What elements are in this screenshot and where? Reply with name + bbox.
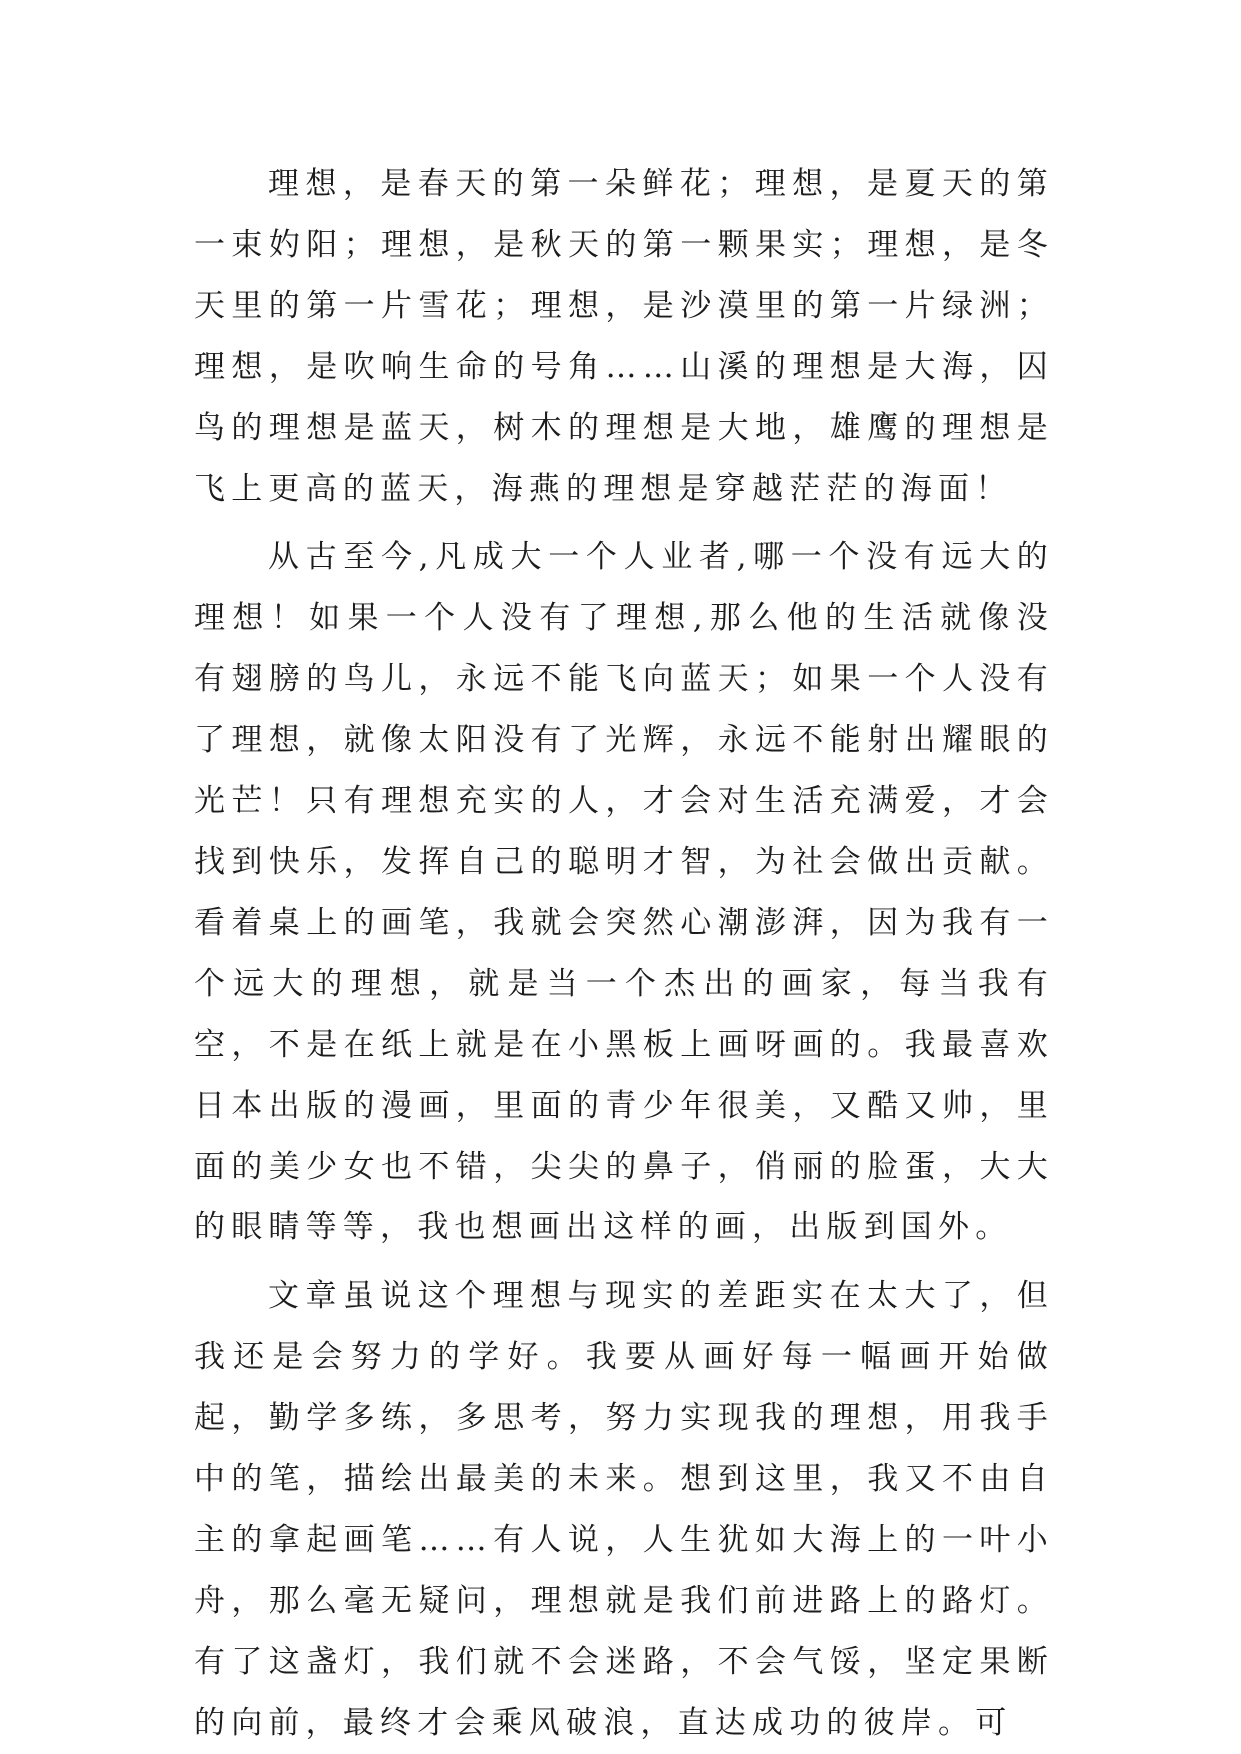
- document-body: [194, 154, 1054, 1754]
- paragraph-3: 文章虽说这个理想与现实的差距实在太大了，但我还是会努力的学好。我要从画好每一幅画开始做起，勤学多练，多思考，努力实现我的理想，用我手中的笔，描绘出最美的未来。想到这里，我又不由自主的拿起画笔……有人说，人生犹如大海上的一叶小舟，那么毫无疑问，理想就是我们前进路上的路灯。有了这盏灯，我们就不会迷路，不会气馁，坚定果断的向前，最终才会乘风破浪，直达成功的彼岸。可: [194, 1278, 1054, 1741]
- paragraph-1: 理想，是春天的第一朵鲜花；理想，是夏天的第一束妁阳；理想，是秋天的第一颗果实；理想，是冬天里的第一片雪花；理想，是沙漠里的第一片绿洲；理想，是吹响生命的号角……山溪的理想是大海，囚鸟的理想是蓝天，树木的理想是大地，雄鹰的理想是飞上更高的蓝天，海燕的理想是穿越茫茫的海面！: [194, 166, 1054, 507]
- paragraph-2: 从古至今,凡成大一个人业者,哪一个没有远大的理想！如果一个人没有了理想,那么他的生活就像没有翅膀的鸟儿，永远不能飞向蓝天；如果一个人没有了理想，就像太阳没有了光辉，永远不能射出耀眼的光芒！只有理想充实的人，才会对生活充满爱，才会找到快乐，发挥自己的聪明才智，为社会做出贡献。看着桌上的画笔，我就会突然心潮澎湃，因为我有一个远大的理想，就是当一个杰出的画家，每当我有空，不是在纸上就是在小黑板上画呀画的。我最喜欢日本出版的漫画，里面的青少年很美，又酷又帅，里面的美少女也不错，尖尖的鼻子，俏丽的脸蛋，大大的眼睛等等，我也想画出这样的画，出版到国外。: [194, 539, 1054, 1246]
